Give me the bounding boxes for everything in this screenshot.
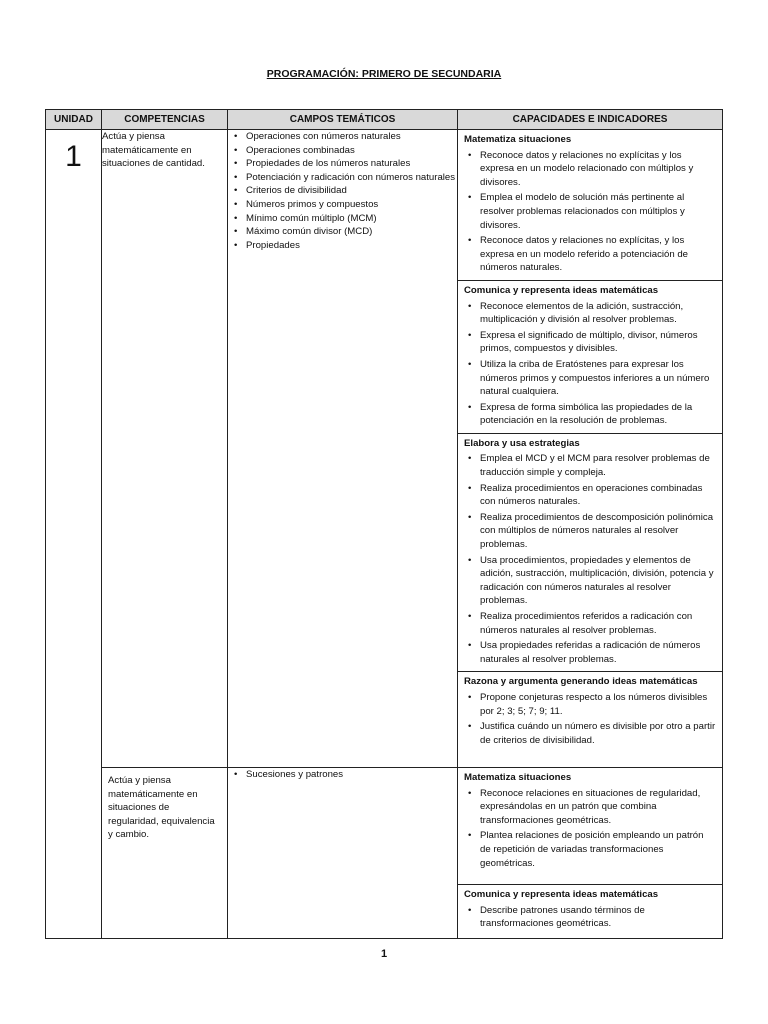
- list-item: • Reconoce datos y relaciones no explícitas y los expresa en un modelo relacionado con múltiplos y divisores.: [480, 149, 716, 190]
- list-item: • Justifica cuándo un número es divisible por otro a partir de criterios de divisibilidad.: [480, 720, 716, 747]
- indicator-list: [464, 904, 716, 931]
- topics-cell: [228, 130, 458, 768]
- list-item: • Usa propiedades referidas a radicación de números naturales al resolver problemas.: [480, 639, 716, 666]
- table-header-row: [46, 110, 723, 130]
- capacity-title: Matematiza situaciones: [464, 134, 572, 145]
- list-item: • Expresa el significado de múltiplo, divisor, números primos, compuestos y divisibles.: [480, 329, 716, 356]
- capacity-block: [458, 280, 722, 433]
- indicator-list: [464, 300, 716, 428]
- unit-cell: [46, 130, 102, 939]
- topics-list: [228, 768, 457, 782]
- table-row: [46, 130, 723, 768]
- list-item: • Utiliza la criba de Eratóstenes para expresar los números primos y compuestos inferiores a un número natural cualquiera.: [480, 358, 716, 399]
- list-item: • Realiza procedimientos referidos a radicación con números naturales al resolver problemas.: [480, 610, 716, 637]
- capacity-block: [458, 884, 722, 936]
- header-capacidades: CAPACIDADES E INDICADORES: [458, 110, 723, 130]
- indicator-list: [464, 149, 716, 275]
- competence-text: Actúa y piensa matemáticamente en situaciones de regularidad, equivalencia y cambio.: [108, 775, 215, 841]
- indicator-list: [464, 691, 716, 747]
- indicator-list: [464, 452, 716, 666]
- topics-cell: [228, 768, 458, 939]
- table-row: [46, 768, 723, 939]
- list-item: • Describe patrones usando términos de transformaciones geométricas.: [480, 904, 716, 931]
- list-item: • Potenciación y radicación con números naturales: [246, 171, 457, 185]
- capacity-title: Comunica y representa ideas matemáticas: [464, 889, 659, 900]
- competence-cell: Actúa y piensa matemáticamente en situaciones de cantidad.: [102, 130, 228, 768]
- list-item: • Criterios de divisibilidad: [246, 184, 457, 198]
- list-item: • Expresa de forma simbólica las propiedades de la potenciación en la resolución de problemas.: [480, 401, 716, 428]
- list-item: • Mínimo común múltiplo (MCM): [246, 212, 457, 226]
- topics-list: [228, 130, 457, 252]
- capacity-block: [458, 768, 722, 884]
- list-item: • Realiza procedimientos de descomposición polinómica con múltiplos de números naturales al resolver problemas.: [480, 511, 716, 552]
- list-item: • Reconoce datos y relaciones no explícitas, y los expresa en un modelo referido a potenciación de números naturales.: [480, 234, 716, 275]
- capacity-title: Comunica y representa ideas matemáticas: [464, 284, 659, 296]
- list-item: • Reconoce elementos de la adición, sustracción, multiplicación y división al resolver problemas.: [480, 300, 716, 327]
- header-competencias: COMPETENCIAS: [102, 110, 228, 130]
- list-item: • Emplea el MCD y el MCM para resolver problemas de traducción simple y compleja.: [480, 452, 716, 479]
- list-item: • Propiedades: [246, 239, 457, 253]
- capacities-cell: [458, 130, 723, 768]
- capacity-block: [458, 130, 722, 280]
- list-item: • Emplea el modelo de solución más pertinente al resolver problemas relacionados con múltiplos y divisores.: [480, 191, 716, 232]
- unit-number: 1: [65, 140, 82, 173]
- list-item: • Plantea relaciones de posición empleando un patrón de repetición de variadas transformaciones geométricas.: [480, 829, 716, 870]
- page-number: 1: [380, 948, 388, 960]
- list-item: • Realiza procedimientos en operaciones combinadas con números naturales.: [480, 482, 716, 509]
- indicator-list: [464, 787, 716, 871]
- document-title: PROGRAMACIÓN: PRIMERO DE SECUNDARIA: [266, 68, 502, 80]
- list-item: • Usa procedimientos, propiedades y elementos de adición, sustracción, multiplicación, división, potencia y radicación con números naturales al resolver problemas.: [480, 554, 716, 608]
- programming-table: [45, 109, 723, 939]
- list-item: • Propiedades de los números naturales: [246, 157, 457, 171]
- capacity-title: Elabora y usa estrategias: [464, 437, 580, 449]
- list-item: • Operaciones combinadas: [246, 144, 457, 158]
- capacity-title: Matematiza situaciones: [464, 772, 572, 783]
- list-item: • Reconoce relaciones en situaciones de regularidad, expresándolas en un patrón que combina transformaciones geométricas.: [480, 787, 716, 828]
- capacity-title: Razona y argumenta generando ideas matemáticas: [464, 676, 698, 688]
- capacity-block: [458, 671, 722, 752]
- capacity-block: [458, 433, 722, 672]
- list-item: • Propone conjeturas respecto a los números divisibles por 2; 3; 5; 7; 9; 11.: [480, 691, 716, 718]
- list-item: • Operaciones con números naturales: [246, 130, 457, 144]
- list-item: • Números primos y compuestos: [246, 198, 457, 212]
- header-unidad: UNIDAD: [46, 110, 102, 130]
- list-item: • Sucesiones y patrones: [246, 768, 457, 782]
- capacities-cell: [458, 768, 723, 939]
- header-campos-tematicos: CAMPOS TEMÁTICOS: [228, 110, 458, 130]
- competence-cell: [102, 768, 228, 939]
- list-item: • Máximo común divisor (MCD): [246, 225, 457, 239]
